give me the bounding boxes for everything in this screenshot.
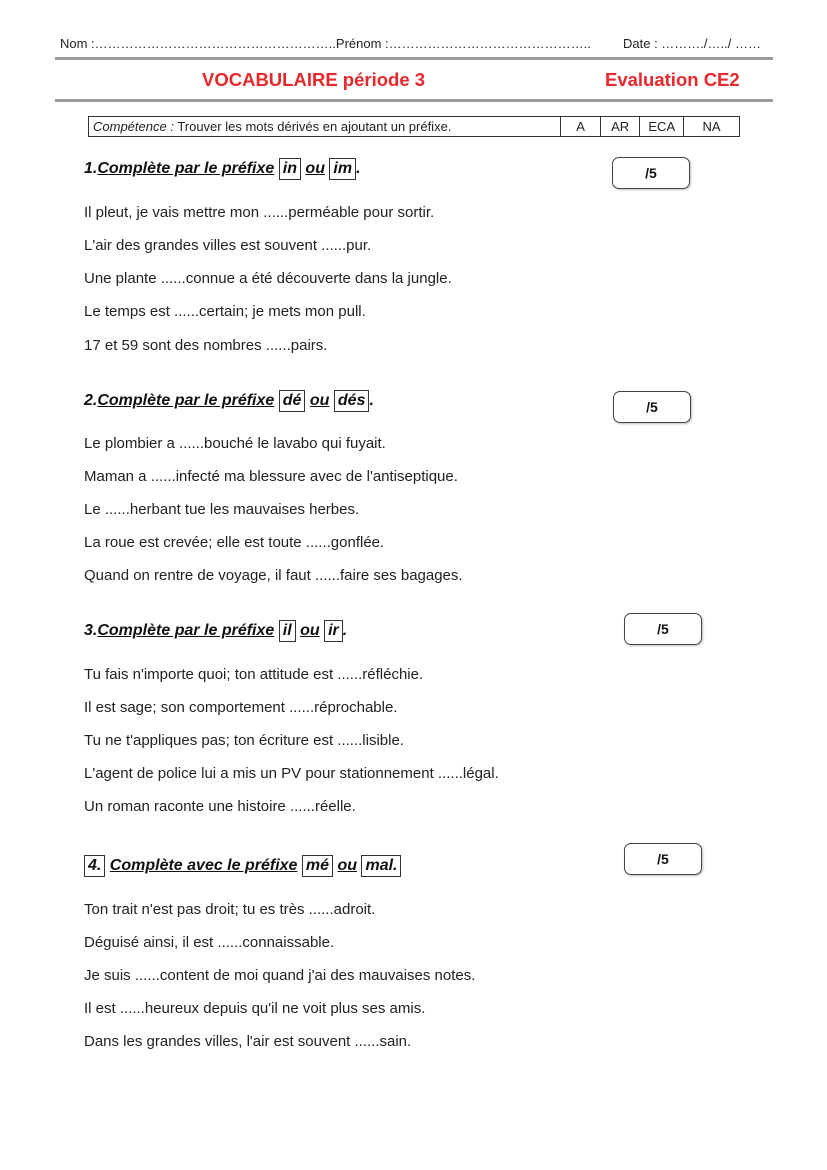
header-rule-top	[55, 57, 773, 60]
prefix-box: dés	[334, 390, 370, 412]
prefix-box: ir	[324, 620, 343, 642]
sentence-line: Tu ne t'appliques pas; ton écriture est ......lisible.	[84, 732, 404, 749]
exercise-4-heading	[84, 855, 401, 877]
sentence-line: Tu fais n'importe quoi; ton attitude est ......réfléchie.	[84, 666, 424, 683]
sentence-line: Le ......herbant tue les mauvaises herbes.	[84, 501, 360, 518]
or-word: ou	[337, 857, 358, 874]
sentence-line: Il est sage; son comportement ......réprochable.	[84, 699, 398, 716]
or-word: ou	[305, 160, 325, 177]
header-rule-bottom	[55, 99, 773, 102]
competence-table	[88, 116, 740, 137]
prefix-box: mal.	[361, 855, 401, 877]
heading-end: .	[356, 160, 361, 177]
sentence-line: Maman a ......infecté ma blessure avec de l'antiseptique.	[84, 468, 458, 485]
prefix-box: im	[329, 158, 356, 180]
evaluation-title: Evaluation CE2	[605, 69, 740, 90]
competence-cell	[89, 117, 561, 137]
exercise-number: 2.	[84, 392, 98, 409]
prefix-box: dé	[279, 390, 306, 412]
sentence-line: Il pleut, je vais mettre mon ......perméable pour sortir.	[84, 204, 435, 221]
sentence-line: Il est ......heureux depuis qu'il ne voit plus ses amis.	[84, 1000, 426, 1017]
sentence-line: L'agent de police lui a mis un PV pour stationnement ......légal.	[84, 765, 499, 782]
page-title: VOCABULAIRE période 3	[202, 69, 426, 90]
score-box: /5	[624, 843, 702, 875]
sentence-line: Un roman raconte une histoire ......réelle.	[84, 798, 356, 815]
grade-eca: ECA	[640, 117, 684, 137]
sentence-line: Dans les grandes villes, l'air est souvent ......sain.	[84, 1033, 412, 1050]
exercise-number: 1.	[84, 160, 98, 177]
score-box: /5	[624, 613, 702, 645]
sentence-line: Quand on rentre de voyage, il faut ......faire ses bagages.	[84, 567, 463, 584]
competence-text: Trouver les mots dérivés en ajoutant un préfixe.	[173, 119, 452, 134]
grade-ar: AR	[600, 117, 640, 137]
heading-end: .	[369, 392, 374, 409]
sentence-line: Le temps est ......certain; je mets mon pull.	[84, 303, 366, 320]
exercise-instruction: Complète par le préfixe	[97, 392, 275, 409]
sentence-line: Ton trait n'est pas droit; tu es très ......adroit.	[84, 901, 376, 918]
prefix-box: in	[279, 158, 301, 180]
grade-na: NA	[684, 117, 740, 137]
exercise-number: 3.	[84, 622, 98, 639]
exercise-number-box: 4.	[84, 855, 105, 877]
name-firstname-field: Nom :………………………………………………..Prénom :………………………………………..	[60, 36, 591, 51]
heading-end: .	[342, 622, 348, 639]
exercise-instruction: Complète par le préfixe	[97, 160, 275, 177]
prefix-box: il	[279, 620, 296, 642]
sentence-line: La roue est crevée; elle est toute ......gonflée.	[84, 534, 385, 551]
sentence-line: Le plombier a ......bouché le lavabo qui fuyait.	[84, 435, 386, 452]
date-field: Date : ………./…../ ……	[623, 36, 761, 51]
grade-a: A	[561, 117, 601, 137]
sentence-line: L'air des grandes villes est souvent ......pur.	[84, 237, 372, 254]
sentence-line: Déguisé ainsi, il est ......connaissable.	[84, 934, 335, 951]
competence-label: Compétence :	[93, 119, 174, 134]
or-word: ou	[300, 622, 320, 639]
score-box: /5	[613, 391, 691, 423]
score-box: /5	[612, 157, 690, 189]
exercise-1-heading	[84, 158, 361, 180]
sentence-line: 17 et 59 sont des nombres ......pairs.	[84, 337, 328, 354]
prefix-box: mé	[302, 855, 333, 877]
exercise-3-heading	[84, 620, 347, 642]
sentence-line: Une plante ......connue a été découverte dans la jungle.	[84, 270, 452, 287]
exercise-instruction: Complète avec le préfixe	[109, 857, 298, 874]
sentence-line: Je suis ......content de moi quand j'ai des mauvaises notes.	[84, 967, 476, 984]
exercise-instruction: Complète par le préfixe	[97, 622, 275, 639]
or-word: ou	[309, 392, 330, 409]
exercise-2-heading	[84, 390, 374, 412]
